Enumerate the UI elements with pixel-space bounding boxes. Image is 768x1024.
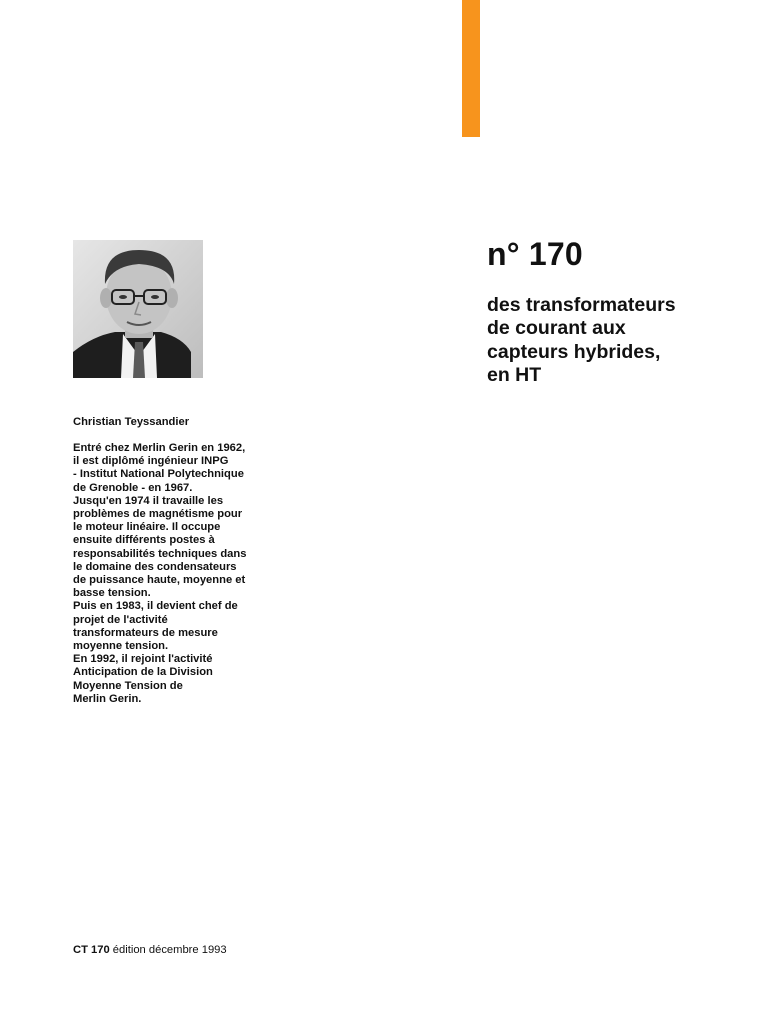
edition-footer — [73, 944, 227, 956]
bio-line: le moteur linéaire. Il occupe — [73, 521, 221, 534]
orange-accent-bar — [462, 0, 480, 137]
bio-line: Merlin Gerin. — [73, 692, 142, 705]
edition-date: édition décembre 1993 — [109, 944, 227, 956]
bio-line: problèmes de magnétisme pour — [73, 508, 243, 521]
title-line: des transformateurs — [487, 294, 676, 316]
bio-line: transformateurs de mesure — [73, 626, 218, 639]
document-number: n° 170 — [487, 236, 583, 272]
bio-line: il est diplômé ingénieur INPG — [73, 455, 229, 468]
bio-line: responsabilités techniques dans — [73, 547, 247, 560]
bio-line: projet de l'activité — [73, 613, 168, 626]
title-line: capteurs hybrides, — [487, 340, 661, 363]
document-code: CT 170 — [73, 944, 110, 956]
bio-line: Puis en 1983, il devient chef de — [73, 600, 238, 613]
bio-line: basse tension. — [73, 587, 151, 600]
author-biography — [73, 442, 273, 706]
bio-line: Jusqu'en 1974 il travaille les — [73, 494, 224, 507]
bio-line: En 1992, il rejoint l'activité — [73, 653, 213, 666]
bio-line: le domaine des condensateurs — [73, 560, 237, 573]
author-name: Christian Teyssandier — [73, 416, 190, 428]
document-title — [487, 294, 747, 387]
title-line: en HT — [487, 363, 542, 386]
bio-line: moyenne tension. — [73, 640, 169, 653]
bio-line: Entré chez Merlin Gerin en 1962, — [73, 442, 246, 454]
bio-line: ensuite différents postes à — [73, 534, 215, 547]
bio-line: de puissance haute, moyenne et — [73, 574, 246, 587]
portrait-photo — [73, 240, 203, 378]
bio-line: de Grenoble - en 1967. — [73, 481, 193, 494]
author-portrait — [73, 240, 203, 378]
bio-line: Moyenne Tension de — [73, 679, 183, 692]
bio-line: Anticipation de la Division — [73, 666, 213, 679]
bio-line: - Institut National Polytechnique — [73, 468, 244, 481]
title-line: de courant aux — [487, 317, 626, 340]
